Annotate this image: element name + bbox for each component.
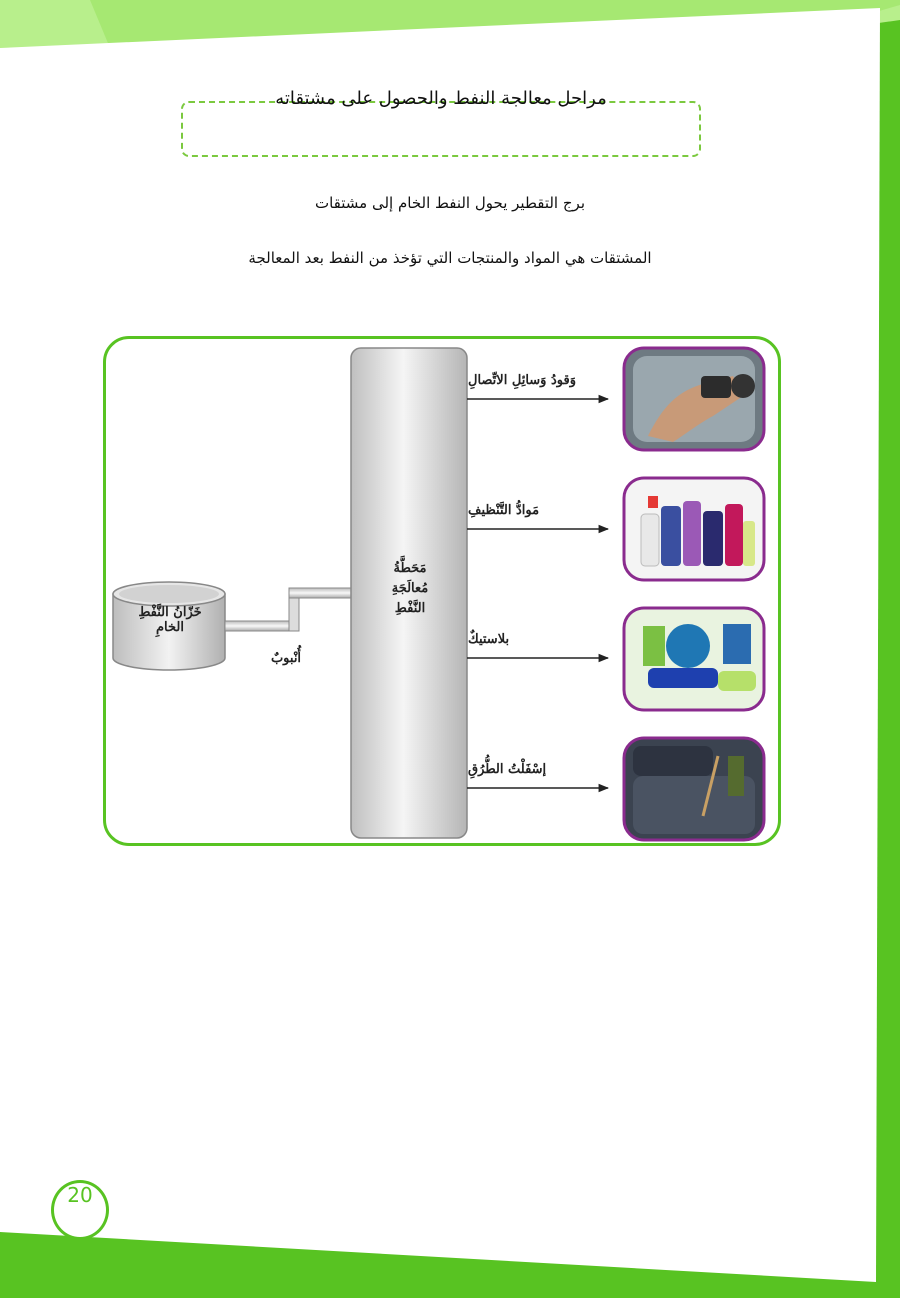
plastic-items-icon	[624, 608, 764, 710]
oil-processing-diagram	[103, 336, 781, 846]
station-label-line2: مُعالَجَةِ	[391, 581, 429, 596]
page-title: مراحل معالجة النفط والحصول على مشتقاته	[275, 88, 607, 109]
station-label-line1: مَحَطَّةُ	[393, 561, 427, 576]
tank-label	[120, 605, 220, 635]
station-label	[356, 559, 464, 619]
fuel-pump-icon	[624, 348, 764, 450]
pipe-label: أُنْبوبٌ	[270, 651, 302, 666]
asphalt-road-icon	[624, 738, 764, 840]
product-label-plastic: بلاستيكٌ	[468, 632, 510, 647]
product-label-fuel: وَقودُ وَسائِلِ الاتِّصالِ	[468, 373, 576, 388]
page-number: 20	[51, 1180, 109, 1240]
cleaning-bottles-icon	[624, 478, 764, 580]
body-text-1: برج التقطير يحول النفط الخام إلى مشتقات	[314, 194, 586, 212]
pipe	[225, 588, 355, 631]
title-frame	[181, 101, 701, 157]
station-label-line3: النَّفْطِ	[394, 601, 426, 616]
product-label-asphalt: إسْفَلْتُ الطُّرُقِ	[468, 762, 547, 777]
tank-label-line1: خَزّانُ النَّفْطِ	[138, 605, 202, 620]
body-text-2: المشتقات هي المواد والمنتجات التي تؤخذ من النفط بعد المعالجة	[248, 249, 652, 267]
product-label-cleaning: مَوادُّ التَّنْظيفِ	[468, 503, 540, 518]
tank-label-line2: الخامِ	[156, 620, 184, 635]
